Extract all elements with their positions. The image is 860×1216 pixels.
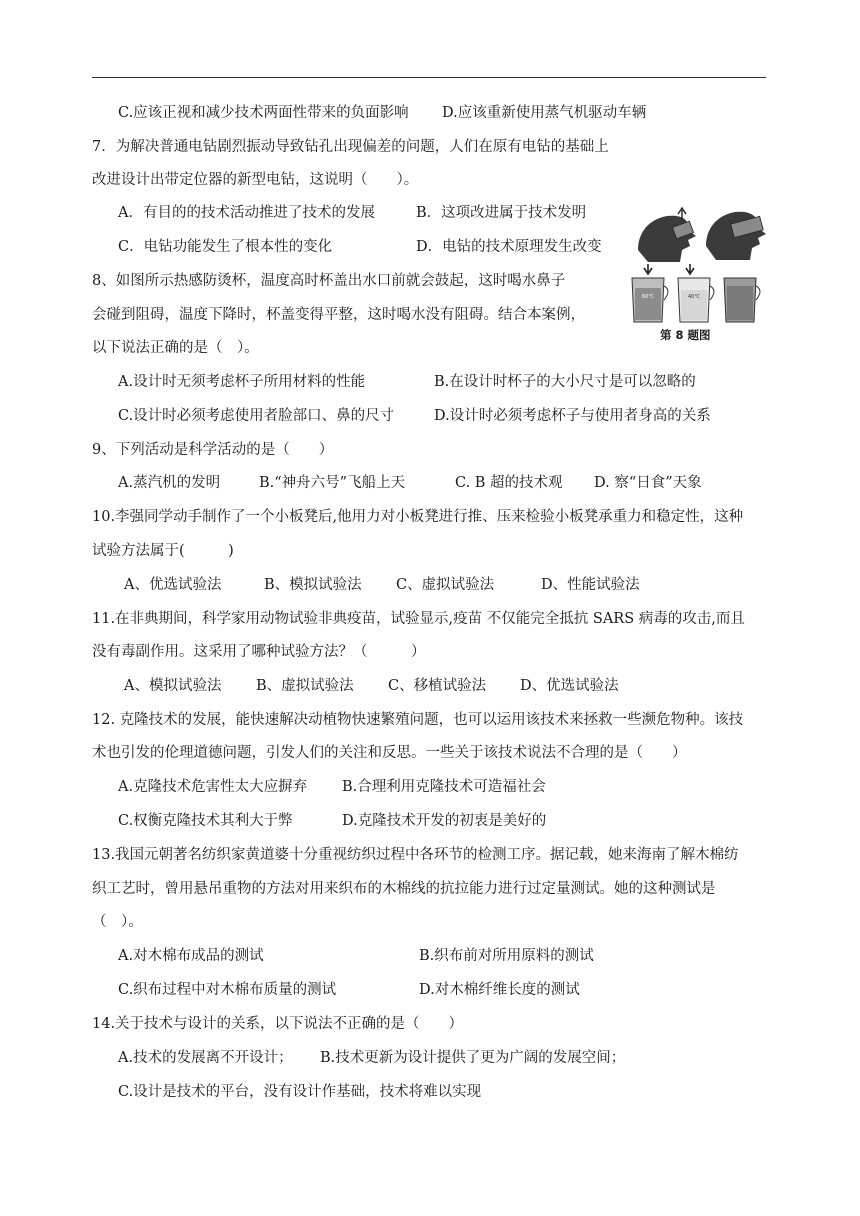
q9-stem: 9、下列活动是科学活动的是（ ） <box>92 442 334 458</box>
q10-option-c[interactable]: C、虚拟试验法 <box>396 577 495 593</box>
q11-stem-line1: 11.在非典期间，科学家用动物试验非典疫苗，试验显示,疫苗 不仅能完全抵抗 SARS 病毒的攻击,而且 <box>92 611 745 627</box>
q9-option-b[interactable]: B.“神舟六号”飞船上天 <box>259 475 406 491</box>
q7-option-a[interactable]: A．有目的的技术活动推进了技术的发展 <box>118 205 375 221</box>
q8-option-b[interactable]: B.在设计时杯子的大小尺寸是可以忽略的 <box>434 374 696 390</box>
q7-stem-line1: 7．为解决普通电钻剧烈振动导致钻孔出现偏差的问题，人们在原有电钻的基础上 <box>92 139 609 155</box>
q12-option-b[interactable]: B.合理利用克隆技术可造福社会 <box>342 779 546 795</box>
q12-stem-line1: 12. 克隆技术的发展，能快速解决动植物快速繁殖问题，也可以运用该技术来拯救一些濒危物种。该技 <box>92 712 744 728</box>
q9-option-a[interactable]: A.蒸汽机的发明 <box>118 475 221 491</box>
q7-option-d[interactable]: D．电钻的技术原理发生改变 <box>416 239 602 255</box>
q8-figure-caption: 第 8 题图 <box>660 328 711 342</box>
q9-option-d[interactable]: D. 察“日食”天象 <box>594 475 702 491</box>
q11-option-d[interactable]: D、优选试验法 <box>520 678 619 694</box>
cup-1-label: 60℃ <box>642 294 654 300</box>
q12-option-d[interactable]: D.克隆技术开发的初衷是美好的 <box>342 813 547 829</box>
q8-figure-cups <box>628 206 768 346</box>
q8-option-c[interactable]: C.设计时必须考虑使用者脸部口、鼻的尺寸 <box>118 408 395 424</box>
q13-option-a[interactable]: A.对木棉布成品的测试 <box>118 948 264 964</box>
q7-option-b[interactable]: B．这项改进属于技术发明 <box>416 205 587 221</box>
arrow-down-icon <box>644 264 652 274</box>
q11-option-c[interactable]: C、移植试验法 <box>388 678 487 694</box>
q11-option-a[interactable]: A、模拟试验法 <box>124 678 222 694</box>
q13-option-c[interactable]: C.织布过程中对木棉布质量的测试 <box>118 982 337 998</box>
cup-1 <box>632 278 668 322</box>
q14-option-a[interactable]: A.技术的发展离不开设计； <box>118 1050 293 1066</box>
q8-stem-line2: 会碰到阻碍，温度下降时，杯盖变得平整，这时喝水没有阻碍。结合本案例， <box>92 307 585 323</box>
q13-stem-line1: 13.我国元朝著名纺织家黄道婆十分重视纺织过程中各环节的检测工序。据记载，她来海南了解木棉纺 <box>92 847 739 863</box>
q13-stem-line2: 织工艺时，曾用悬吊重物的方法对用来织布的木棉线的抗拉能力进行过定量测试。她的这种测试是 <box>92 881 716 897</box>
header-rule <box>92 77 766 78</box>
q10-option-a[interactable]: A、优选试验法 <box>124 577 222 593</box>
q8-stem-line1: 8、如图所示热感防烫杯，温度高时杯盖出水口前就会鼓起，这时喝水鼻子 <box>92 273 566 289</box>
cup-2 <box>678 278 714 322</box>
q11-option-b[interactable]: B、虚拟试验法 <box>256 678 354 694</box>
q7-option-c[interactable]: C．电钻功能发生了根本性的变化 <box>118 239 333 255</box>
q10-option-b[interactable]: B、模拟试验法 <box>264 577 362 593</box>
q8-option-d[interactable]: D.设计时必须考虑杯子与使用者身高的关系 <box>434 408 711 424</box>
cup-3 <box>724 278 760 322</box>
cup-2-label: 40℃ <box>688 294 700 300</box>
q8-option-a[interactable]: A.设计时无须考虑杯子所用材料的性能 <box>118 374 366 390</box>
q11-stem-line2: 没有毒副作用。这采用了哪种试验方法？（ ） <box>92 644 426 660</box>
q6-option-d[interactable]: D.应该重新使用蒸气机驱动车辆 <box>442 105 647 121</box>
q13-option-d[interactable]: D.对木棉纤维长度的测试 <box>419 982 580 998</box>
q14-option-c[interactable]: C.设计是技术的平台，没有设计作基础，技术将难以实现 <box>118 1084 482 1100</box>
q13-option-b[interactable]: B.织布前对所用原料的测试 <box>419 948 594 964</box>
q8-stem-line3: 以下说法正确的是（ ）。 <box>92 340 259 356</box>
q9-option-c[interactable]: C. B 超的技术观 <box>455 475 563 491</box>
q7-stem-line2: 改进设计出带定位器的新型电钻，这说明（ ）。 <box>92 172 419 188</box>
q10-stem-line1: 10.李强同学动手制作了一个小板凳后,他用力对小板凳进行推、压来检验小板凳承重力和稳定性，这种 <box>92 509 744 525</box>
q10-stem-line2: 试验方法属于( ) <box>92 543 234 559</box>
q6-option-c[interactable]: C.应该正视和减少技术两面性带来的负面影响 <box>118 105 409 121</box>
q12-option-c[interactable]: C.权衡克隆技术其利大于弊 <box>118 813 293 829</box>
q10-option-d[interactable]: D、性能试验法 <box>541 577 640 593</box>
q12-stem-line2: 术也引发的伦理道德问题，引发人们的关注和反思。一些关于该技术说法不合理的是（ ） <box>92 745 687 761</box>
q14-option-b[interactable]: B.技术更新为设计提供了更为广阔的发展空间； <box>320 1050 626 1066</box>
q13-stem-line3: （ ）。 <box>92 914 143 930</box>
arrow-down-icon <box>686 264 694 274</box>
q12-option-a[interactable]: A.克隆技术危害性太大应摒弃 <box>118 779 308 795</box>
q14-stem: 14.关于技术与设计的关系，以下说法不正确的是（ ） <box>92 1016 464 1032</box>
